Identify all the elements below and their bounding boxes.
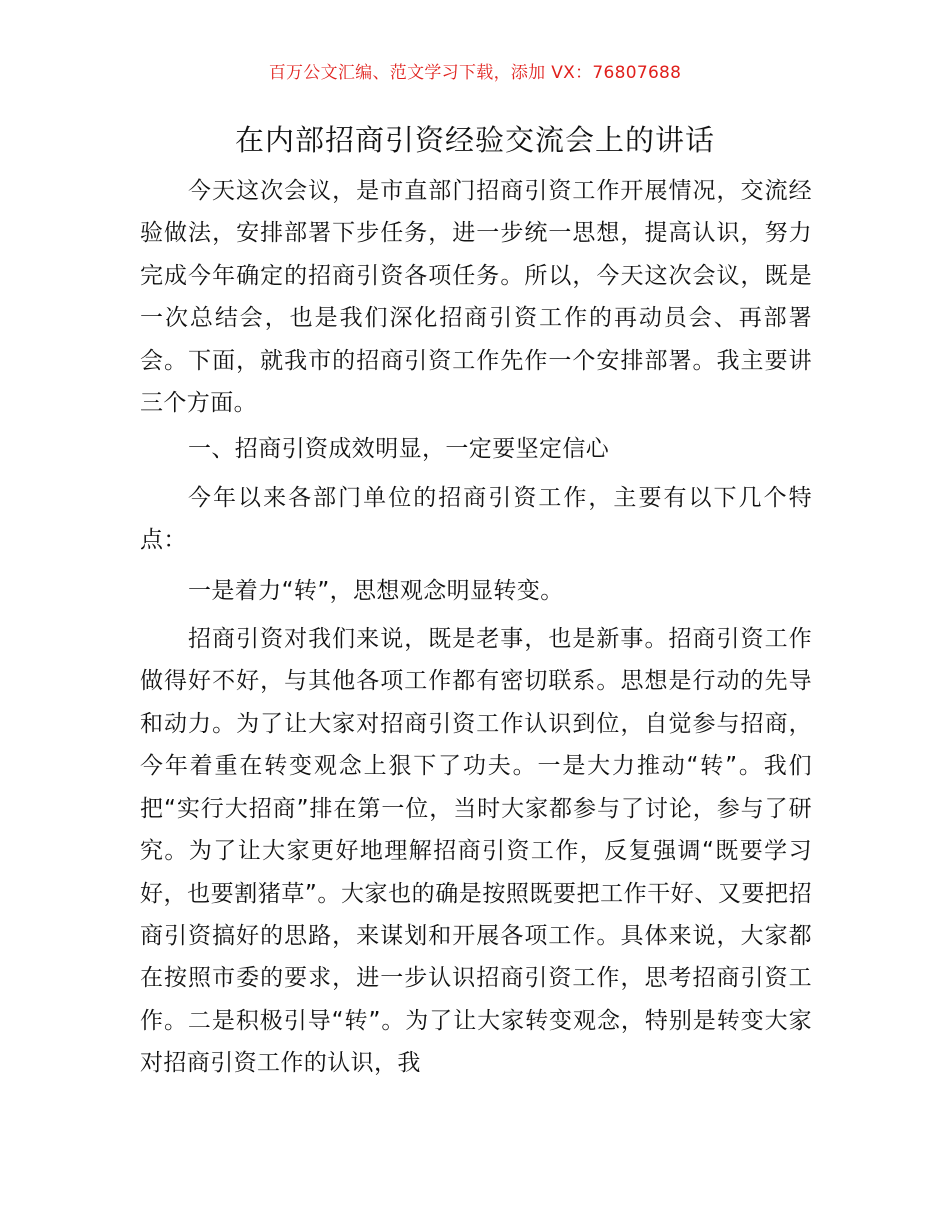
document-body — [140, 170, 812, 1089]
document-title: 在内部招商引资经验交流会上的讲话 — [234, 123, 715, 157]
subheading-1: 一是着力“转”，思想观念明显转变。 — [188, 577, 564, 604]
paragraph-body: 招商引资对我们来说，既是老事，也是新事。招商引资工作做得好不好，与其他各项工作都有密切联系。思想是行动的先导和动力。为了让大家对招商引资工作认识到位，自觉参与招商，今年着重在转变观念上狠下了功夫。一是大力推动“转”。我们把“实行大招商”排在第一位，当时大家都参与了讨论，参与了研究。为了让大家更好地理解招商引资工作，反复强调“既要学习好，也要割猪草”。大家也的确是按照既要把工作干好、又要把招商引资搞好的思路，来谋划和开展各项工作。具体来说，大家都在按照市委的要求，进一步认识招商引资工作，思考招商引资工作。二是积极引导“转”。为了让大家转变观念，特别是转变大家对招商引资工作的认识，我 — [140, 626, 812, 1077]
paragraph-intro: 今天这次会议，是市直部门招商引资工作开展情况，交流经验做法，安排部署下步任务，进一步统一思想，提高认识，努力完成今年确定的招商引资各项任务。所以，今天这次会议，既是一次总结会，也是我们深化招商引资工作的再动员会、再部署会。下面，就我市的招商引资工作先作一个安排部署。我主要讲三个方面。 — [140, 178, 812, 417]
paragraph-features: 今年以来各部门单位的招商引资工作，主要有以下几个特点： — [140, 484, 812, 554]
section-heading-1: 一、招商引资成效明显，一定要坚定信心 — [188, 436, 610, 463]
header-banner: 百万公文汇编、范文学习下载，添加 VX：76807688 — [268, 63, 682, 83]
